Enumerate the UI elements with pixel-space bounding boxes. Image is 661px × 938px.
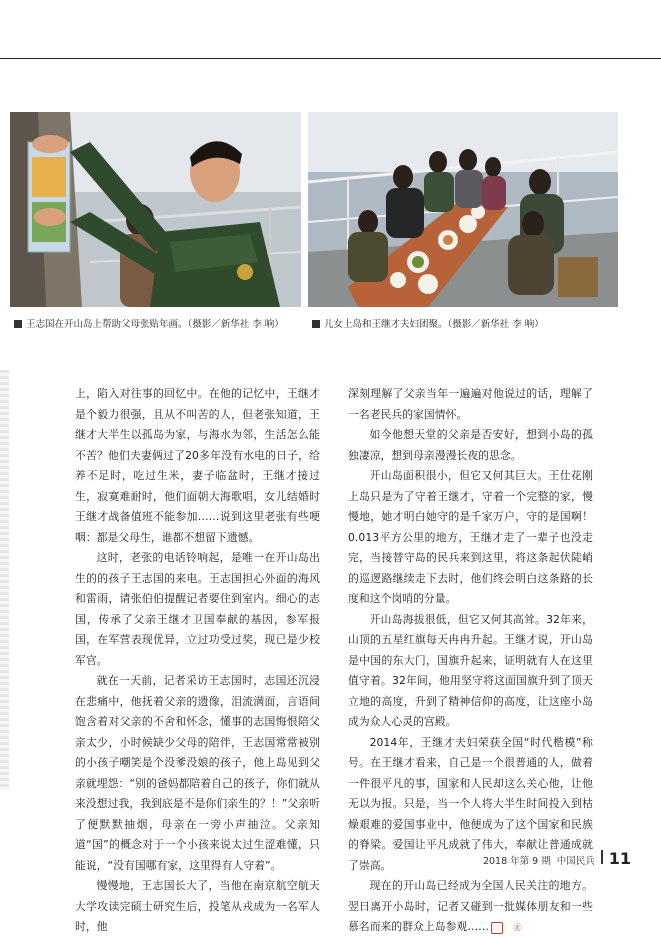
magazine-name: 中国民兵: [556, 856, 595, 867]
photo-pasting-new-year-picture: [10, 112, 301, 307]
photo1-illustration: [10, 112, 301, 307]
paragraph-last: [348, 876, 593, 938]
caption-marker-icon: [14, 320, 22, 328]
decorative-side-strip: [0, 370, 9, 790]
end-mark-icon: ㊣: [491, 922, 503, 934]
header-rule: [0, 58, 661, 59]
paragraph: 2014年，王继才夫妇荣获全国“时代楷模”称号。在王继才看来，自己是一个很普通的人，做着一件很平凡的事，国家和人民却这么关心他，让他无以为报。只是，当一个人将大半生时间投入到枯燥艰难的爱国事业中，他便成为了这个国家和民族的脊梁。爱国让平凡成就了伟大，奉献让普通成就了崇高。: [348, 735, 593, 872]
paragraph: 开山岛面积很小，但它又何其巨大。王仕花刚上岛只是为了守着王继才，守着一个完整的家，慢慢地，她才明白她守的是千家万户，守的是国啊！0.013平方公里的地方，王继才走了一辈子也没走完，当接替守岛的民兵来到这里，将这条起伏陡峭的巡逻路继续走下去时，他们终会明白这条路的长度和这个岗哨的分量。: [348, 469, 593, 605]
caption-left-text: 王志国在开山岛上帮助父母张贴年画。（摄影／新华社 李 响）: [26, 319, 284, 330]
caption-marker-icon: [312, 320, 320, 328]
photo-caption-left: [14, 318, 284, 332]
page-footer: [483, 849, 631, 868]
photo-family-reunion-meal: [308, 112, 618, 307]
page-number: 11: [608, 849, 631, 868]
paragraph: 慢慢地，王志国长大了，当他在南京航空航天大学攻读完硕士研究生后，投笔从戎成为一名军人时，他: [75, 879, 320, 933]
last-paragraph-text: 现在的开山岛已经成为全国人民关注的地方。翌日离开小岛时，记者又碰到一批媒体朋友和一些慕名而来的群众上岛参观……: [348, 879, 593, 933]
paragraph: 就在一天前，记者采访王志国时，志国还沉浸在悲痛中，他抚着父亲的遗像，泪流满面，言语间饱含着对父亲的不舍和怀念，懂事的志国悔恨陪父亲太少，小时候缺少父母的陪伴，王志国常常被别的小孩子嘲笑是个没爹没娘的孩子，他上岛见到父亲就埋怨：“别的爸妈都陪着自己的孩子，你们就从来没想过我，我到底是不是你们亲生的？！”父亲听了便默默抽烟，母亲在一旁小声抽泣。父亲知道“国”的概念对于一个小孩来说太过生涩难懂，只能说，“没有国哪有家，这里得有人守着”。: [75, 674, 320, 872]
paragraph: 如今他想天堂的父亲是否安好，想到小岛的孤独凄凉，想到母亲漫漫长夜的思念。: [348, 428, 593, 462]
paragraph: 开山岛海拔很低，但它又何其高耸。32年来，山顶的五星红旗每天冉冉升起。王继才说，开山岛是中国的东大门，国旗升起来，证明就有人在这里值守着。32年间，他用坚守将这面国旗升到了顶天立地的高度，升到了精神信仰的高度，让这座小岛成为众人心灵的宫殿。: [348, 612, 593, 728]
photo-caption-right: [312, 318, 544, 332]
paragraph: 上，陷入对往事的回忆中。在他的记忆中，王继才是个毅力很强，且从不叫苦的人，但老张知道，王继才大半生以孤岛为家，与海水为邻，生活怎么能不苦？他们夫妻俩过了20多年没有水电的日子，给养不足时，吃过生米，妻子临盆时，王继才接过生，寂寞难耐时，他们面朝大海歌唱，女儿结婚时王继才战备值班不能参加……说到这里老张有些哽咽：都是父母生，谁都不想留下遗憾。: [75, 387, 320, 544]
caption-right-text: 儿女上岛和王继才夫妇团聚。（摄影／新华社 李 响）: [324, 319, 544, 330]
footer-divider: [601, 850, 603, 864]
paragraph: 深刻理解了父亲当年一遍遍对他说过的话，理解了一名老民兵的家国情怀。: [348, 387, 593, 421]
issue-label: 2018 年第 9 期: [482, 856, 551, 867]
article-column-left: [75, 384, 320, 938]
paragraph: 这时，老张的电话铃响起，是唯一在开山岛出生的的孩子王志国的来电。王志国担心外面的海风和雷雨，请张伯伯提醒记者要住到室内。细心的志国，传承了父亲王继才卫国奉献的基因，参军报国，在军营表现优异，立过功受过奖，现已是少校军官。: [75, 551, 320, 667]
photo2-illustration: [308, 112, 618, 307]
